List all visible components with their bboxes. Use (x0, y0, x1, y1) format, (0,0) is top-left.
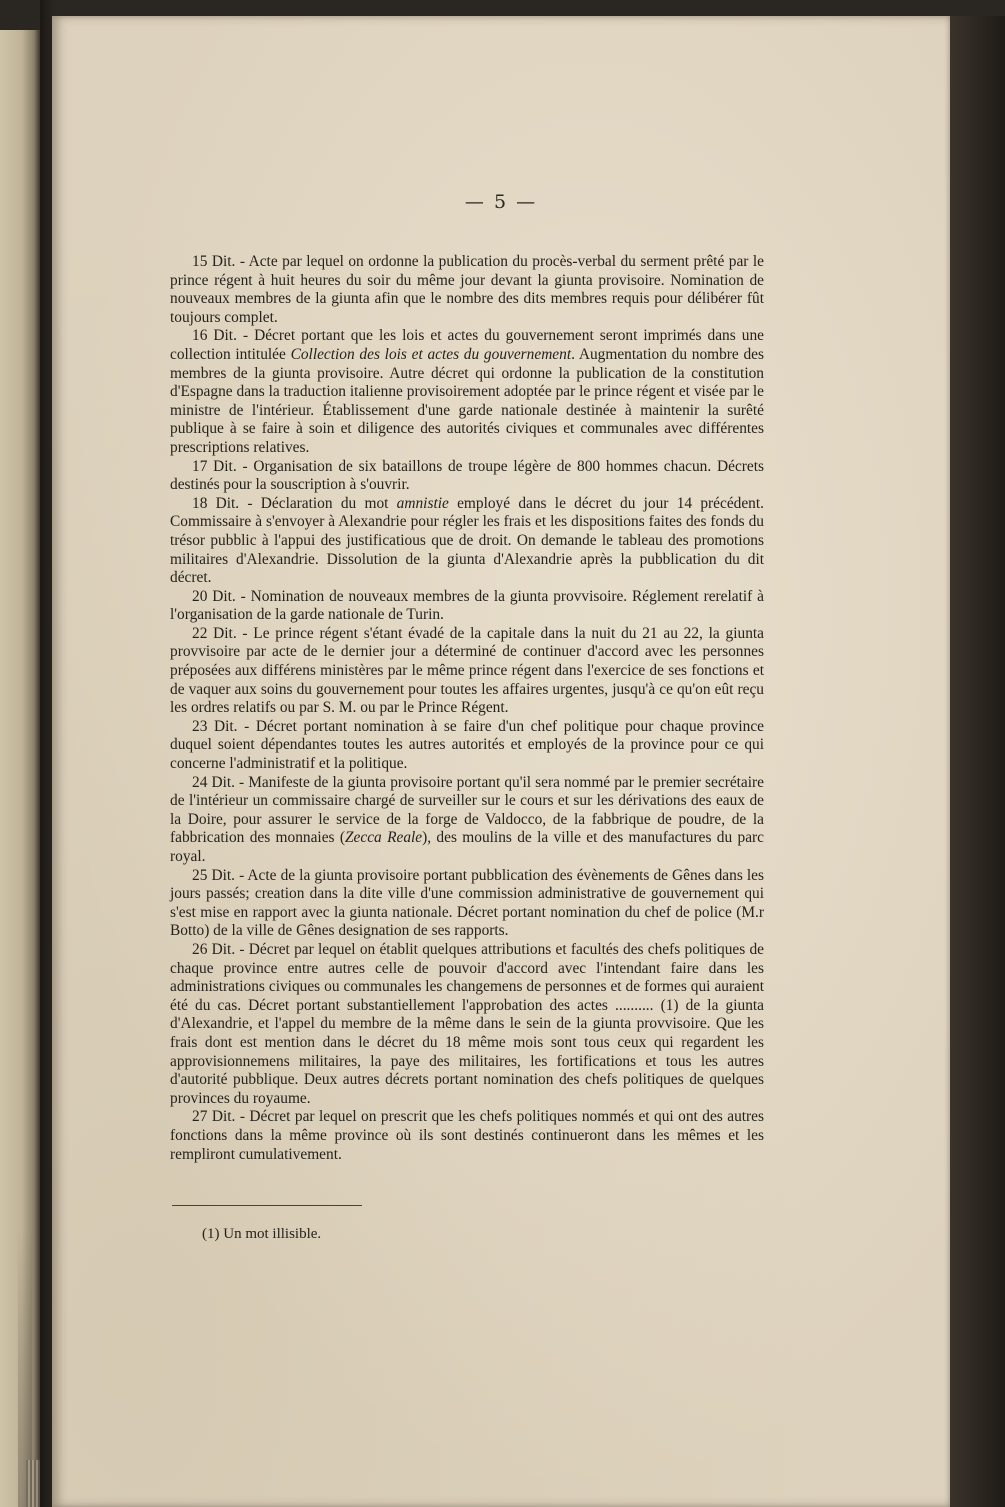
decree-entry (170, 718, 764, 774)
entry-text: 16 Dit. - Décret portant que les lois et actes du gouvernement seront imprimés dans une collection intitulée (170, 327, 764, 363)
document-page (52, 16, 950, 1507)
entry-text: 23 Dit. - Décret portant nomination à se faire d'un chef politique pour chaque province duquel soient dépendantes toutes les autres autorités et employés de la province pour ce qui concerne l'administratif et la politique. (170, 717, 764, 773)
decree-entry (170, 867, 764, 941)
decree-entry (170, 941, 764, 1108)
entry-text: 25 Dit. - Acte de la giunta provisoire portant pubblication des évènements de Gênes dans les jours passés; creation dans la dite ville d'une commission administrative de gouvernement qui s'est mise en rapport avec la giunta nationale. Décret portant nomination du chef de police (M.r Botto) de la ville de Gênes designation de ses rapports. (170, 866, 764, 940)
entry-text: 20 Dit. - Nomination de nouveaux membres de la giunta provvisoire. Réglement rerelatif à l'organisation de la garde nationale de Turin. (170, 587, 764, 624)
italic-text: Zecca Reale (345, 829, 423, 847)
entry-text: 26 Dit. - Décret par lequel on établit quelques attributions et facultés des chefs politiques de chaque province entre autres celle de pouvoir d'accord avec l'intendant faire dans les administrations civiques ou communales les changemens de personnes et de formes qui auraient été du cas. Décret portant substantiellement l'approbation des actes .......... (1) de la giunta d'Alexandrie, et l'appel du membre de la même dans le sein de la giunta provvisoire. Que les frais dont est mention dans le décret du 18 même mois sont tous ceux qui regardent les approvisionnemens militaires, la paye des militaires, les fortifications et tous les autres d'autorité pubblique. Deux autres décrets portant nomination des chefs politiques de quelques provinces du royaume. (170, 940, 764, 1107)
decree-entry (170, 774, 764, 867)
facing-page-edge (0, 30, 40, 1507)
entry-text: . Augmentation du nombre des membres de la giunta provisoire. Autre décret qui ordonne la publication de la constitution d'Espagne dans la traduction italienne provisoirement adoptée par le prince régent et visée par le ministre de l'intérieur. Établissement d'une garde nationale destinée à maintenir la surêté publique à se faire à soin et diligence des autorités civiques et communales avec différentes prescriptions relatives. (170, 345, 765, 456)
page-number: — 5 — (464, 191, 538, 213)
entry-text: 18 Dit. - Déclaration du mot (192, 494, 397, 512)
decree-entry (170, 588, 764, 625)
decree-entry (170, 458, 764, 495)
entry-text: ), des moulins de la ville et des manufactures du parc royal. (170, 829, 764, 865)
entry-text: 24 Dit. - Manifeste de la giunta provisoire portant qu'il sera nommé par le premier secrétaire de l'intérieur un commissaire chargé de surveiller sur le cours et sur les dérivations des eaux de la Doire, pour assurer le service de la forge de Valdocco, de la fabbrique de poudre, de la fabbrication des monnaies ( (170, 773, 764, 847)
decree-entry (170, 327, 764, 457)
decree-entry (170, 495, 764, 588)
entry-text: employé dans le décret du jour 14 précédent. Commissaire à s'envoyer à Alexandrie pour régler les frais et les dispositions faites des fonds du trésor pubblic à l'appui des justificatious que de droit. On demande le tableau des promotions militaires d'Alexandrie. Dissolution de la giunta d'Alexandrie après la pubblication du dit décret. (170, 494, 764, 587)
scan-background-edge (950, 16, 1005, 1507)
italic-text: amnistie (396, 494, 449, 512)
decree-entry (170, 625, 764, 718)
decree-entry (170, 1108, 764, 1164)
decree-entry (170, 253, 764, 327)
body-text (170, 253, 764, 1164)
page-stack-edges (26, 1460, 40, 1507)
entry-text: 15 Dit. - Acte par lequel on ordonne la publication du procès-verbal du serment prêté par le prince régent à huit heures du soir du même jour devant la giunta provisoire. Nomination de nouveaux membres de la giunta afin que le nombre des dits membres requis pour délibérer fût toujours complet. (170, 253, 764, 326)
entry-text: 22 Dit. - Le prince régent s'étant évadé de la capitale dans la nuit du 21 au 22, la giunta provvisoire par acte de le dernier jour a déterminé de continuer d'accord avec les personnes préposées aux différens ministères par le même prince régent dans l'exercice de ses fonctions et de vaquer aux soins du gouvernement pour toutes les affaires urgentes, jusqu'à ce qu'on eût reçu les ordres relatifs ou par S. M. ou par le Prince Régent. (170, 624, 764, 717)
footnote: (1) Un mot illisible. (202, 1226, 322, 1242)
entry-text: 17 Dit. - Organisation de six bataillons de troupe légère de 800 hommes chacun. Décrets destinés pour la souscription à s'ouvrir. (170, 457, 764, 494)
entry-text: 27 Dit. - Décret par lequel on prescrit que les chefs politiques nommés et qui ont des autres fonctions dans la même province où ils sont destinés continueront dans les mêmes et les rempliront cumulativement. (170, 1108, 764, 1163)
footnote-divider (172, 1205, 362, 1206)
italic-text: Collection des lois et actes du gouvernement (290, 345, 572, 363)
